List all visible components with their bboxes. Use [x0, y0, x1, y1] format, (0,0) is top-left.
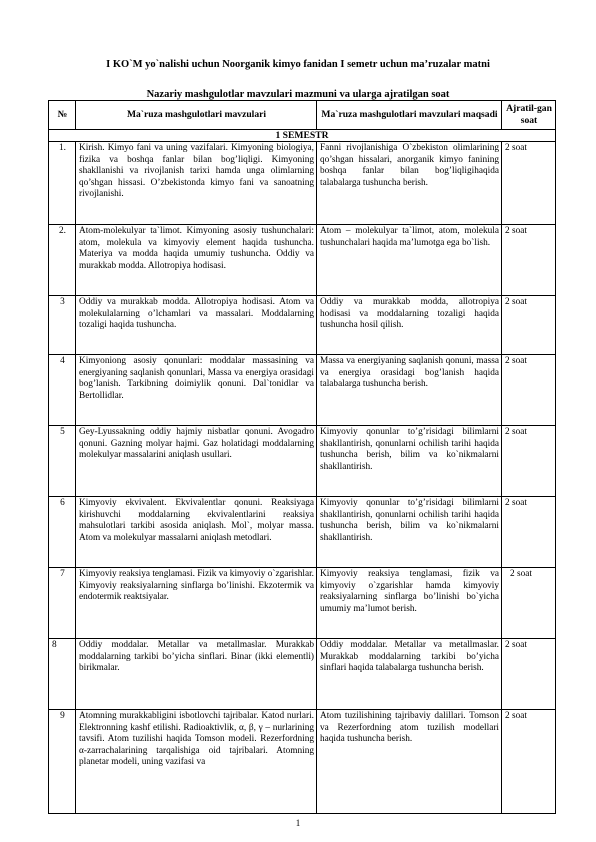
table-row — [49, 497, 556, 568]
row-number: 6 — [49, 497, 76, 568]
row-topic: Gey-Lyussakning oddiy hajmiy nisbatlar qonuni. Avogadro qonuni. Gazning molyar hajmi. Gaz holatidagi moddalarning molekulyar massalarini aniqlash usullari. — [76, 426, 317, 497]
table-row — [49, 355, 556, 426]
row-hours: 2 soat — [502, 568, 556, 639]
row-hours: 2 soat — [502, 225, 556, 296]
table-row — [49, 142, 556, 225]
row-topic: Kimyoniong asosiy qonunlari: moddalar massasining va energiyaning saqlanish qonunlari, Massa va energiya orasidagi bog’lanish. Tarkibning doimiylik qonuni. Dal`tonidlar va Bertollidlar. — [76, 355, 317, 426]
row-topic: Oddiy moddalar. Metallar va metallmaslar. Murakkab moddalarning tarkibi bo’yicha sinflari. Binar (ikki elementli) birikmalar. — [76, 639, 317, 710]
row-hours: 2 soat — [502, 426, 556, 497]
table-row — [49, 296, 556, 355]
row-hours: 2 soat — [502, 497, 556, 568]
document-title: I KO`M yo`nalishi uchun Noorganik kimyo fanidan I semetr uchun ma’ruzalar matni — [106, 59, 490, 70]
row-goal: Oddiy moddalar. Metallar va metallmaslar. Murakkab moddalarning tarkibi bo’yicha sinflari haqida talabalarga tushuncha berish. — [317, 639, 502, 710]
row-goal: Kimyoviy qonunlar to’g’risidagi bilimlarni shakllantirish, qonunlarni ochilish tarihi haqida tushuncha berish, bilim va ko`nikmalarni shakllantirish. — [317, 497, 502, 568]
row-hours: 2 soat — [502, 710, 556, 814]
row-goal: Atom – molekulyar ta`limot, atom, molekula tushunchalari haqida ma’lumotga ega bo`lish. — [317, 225, 502, 296]
row-goal: Kimyoviy qonunlar to’g’risidagi bilimlarni shakllantirish, qonunlarni ochilish tarihi haqida tushuncha berish, bilim va ko`nikmalarni shakllantirish. — [317, 426, 502, 497]
header-topics: Ma`ruza mashgulotlari mavzulari — [76, 101, 317, 130]
row-goal: Massa va energiyaning saqlanish qonuni, massa va energiya orasidagi bog’lanish haqida talabalarga tushuncha berish. — [317, 355, 502, 426]
document-subtitle: Nazariy mashgulotlar mavzulari mazmuni va ularga ajratilgan soat — [146, 89, 450, 100]
table-row — [49, 225, 556, 296]
row-topic: Kimyoviy ekvivalent. Ekvivalentlar qonuni. Reaksiyaga kirishuvchi moddalarning ekvivalentlarini reaksiya mahsulotlari tarkibi asosida aniqlash. Mol`, molyar massa. Atom va molekulyar massalarni aniqlash metodlari. — [76, 497, 317, 568]
table-row — [49, 568, 556, 639]
row-hours: 2 soat — [502, 355, 556, 426]
row-hours: 2 soat — [502, 639, 556, 710]
row-number: 1. — [49, 142, 76, 225]
row-number: 9 — [49, 710, 76, 814]
row-number: 2. — [49, 225, 76, 296]
row-goal: Kimyoviy reaksiya tenglamasi, fizik va kimyoviy o`zgarishlar hamda kimyoviy reaksiyalarning sinflarga bo’linishi bo`yicha umumiy ma’lumot berish. — [317, 568, 502, 639]
row-number: 7 — [49, 568, 76, 639]
row-number: 4 — [49, 355, 76, 426]
table-row — [49, 639, 556, 710]
row-topic: Oddiy va murakkab modda. Allotropiya hodisasi. Atom va molekulalarning o’lchamlari va massalari. Moddalarning tozaligi haqida tushuncha. — [76, 296, 317, 355]
semester-row — [49, 130, 556, 142]
row-topic: Kimyoviy reaksiya tenglamasi. Fizik va kimyoviy o`zgarishlar. Kimyoviy reaksiyalarning sinflarga bo’linishi. Ekzotermik va endotermik reaktsiyalar. — [76, 568, 317, 639]
header-goals: Ma`ruza mashgulotlari mavzulari maqsadi — [317, 101, 502, 130]
lecture-topics-table — [48, 100, 556, 814]
page-number: 1 — [295, 818, 301, 828]
row-goal: Atom tuzilishining tajribaviy dalillari. Tomson va Rezerfordning atom tuzilish modellari haqida tushuncha berish. — [317, 710, 502, 814]
row-number: 3 — [49, 296, 76, 355]
row-topic: Kirish. Kimyo fani va uning vazifalari. Kimyoning biologiya, fizika va boshqa fanlar bilan bog’liqligi. Kimyoning shakllanishi va rivojlanish tarixi hamda unga olimlarning qo’shgan hissasi. O’zbekistonda kimyo fani va sanoatning rivojlanishi. — [76, 142, 317, 225]
row-hours: 2 soat — [502, 142, 556, 225]
row-number: 8 — [49, 639, 76, 710]
table-header-row — [49, 101, 556, 130]
row-number: 5 — [49, 426, 76, 497]
row-goal: Oddiy va murakkab modda, allotropiya hodisasi va moddalarning tozaligi haqida tushuncha hosil qilish. — [317, 296, 502, 355]
row-hours: 2 soat — [502, 296, 556, 355]
header-number: № — [49, 101, 76, 130]
semester-label: 1 SEMESTR — [49, 130, 556, 142]
table-row — [49, 710, 556, 814]
row-goal: Fanni rivojlanishiga O`zbekiston olimlarining qo’shgan hissalari, anorganik kimyo fanining boshqa fanlar bilan bog’liqligihaqida talabalarga tushuncha berish. — [317, 142, 502, 225]
table-row — [49, 426, 556, 497]
header-hours: Ajratil-gan soat — [502, 101, 556, 130]
row-topic: Atomning murakkabligini isbotlovchi tajribalar. Katod nurlari. Elektronning kashf etilishi. Radioaktivlik, α, β, γ – nurlarining tavsifi. Atom tuzilishi haqida Tomson modeli. Rezerfordning α-zarrachalarining tarqalishiga oid tajribalari. Atomning planetar modeli, uning vazifasi va — [76, 710, 317, 814]
row-topic: Atom-molekulyar ta`limot. Kimyoning asosiy tushunchalari: atom, molekula va kimyoviy element haqida tushuncha. Materiya va modda haqida umumiy tushuncha. Oddiy va murakkab modda. Allotropiya hodisasi. — [76, 225, 317, 296]
